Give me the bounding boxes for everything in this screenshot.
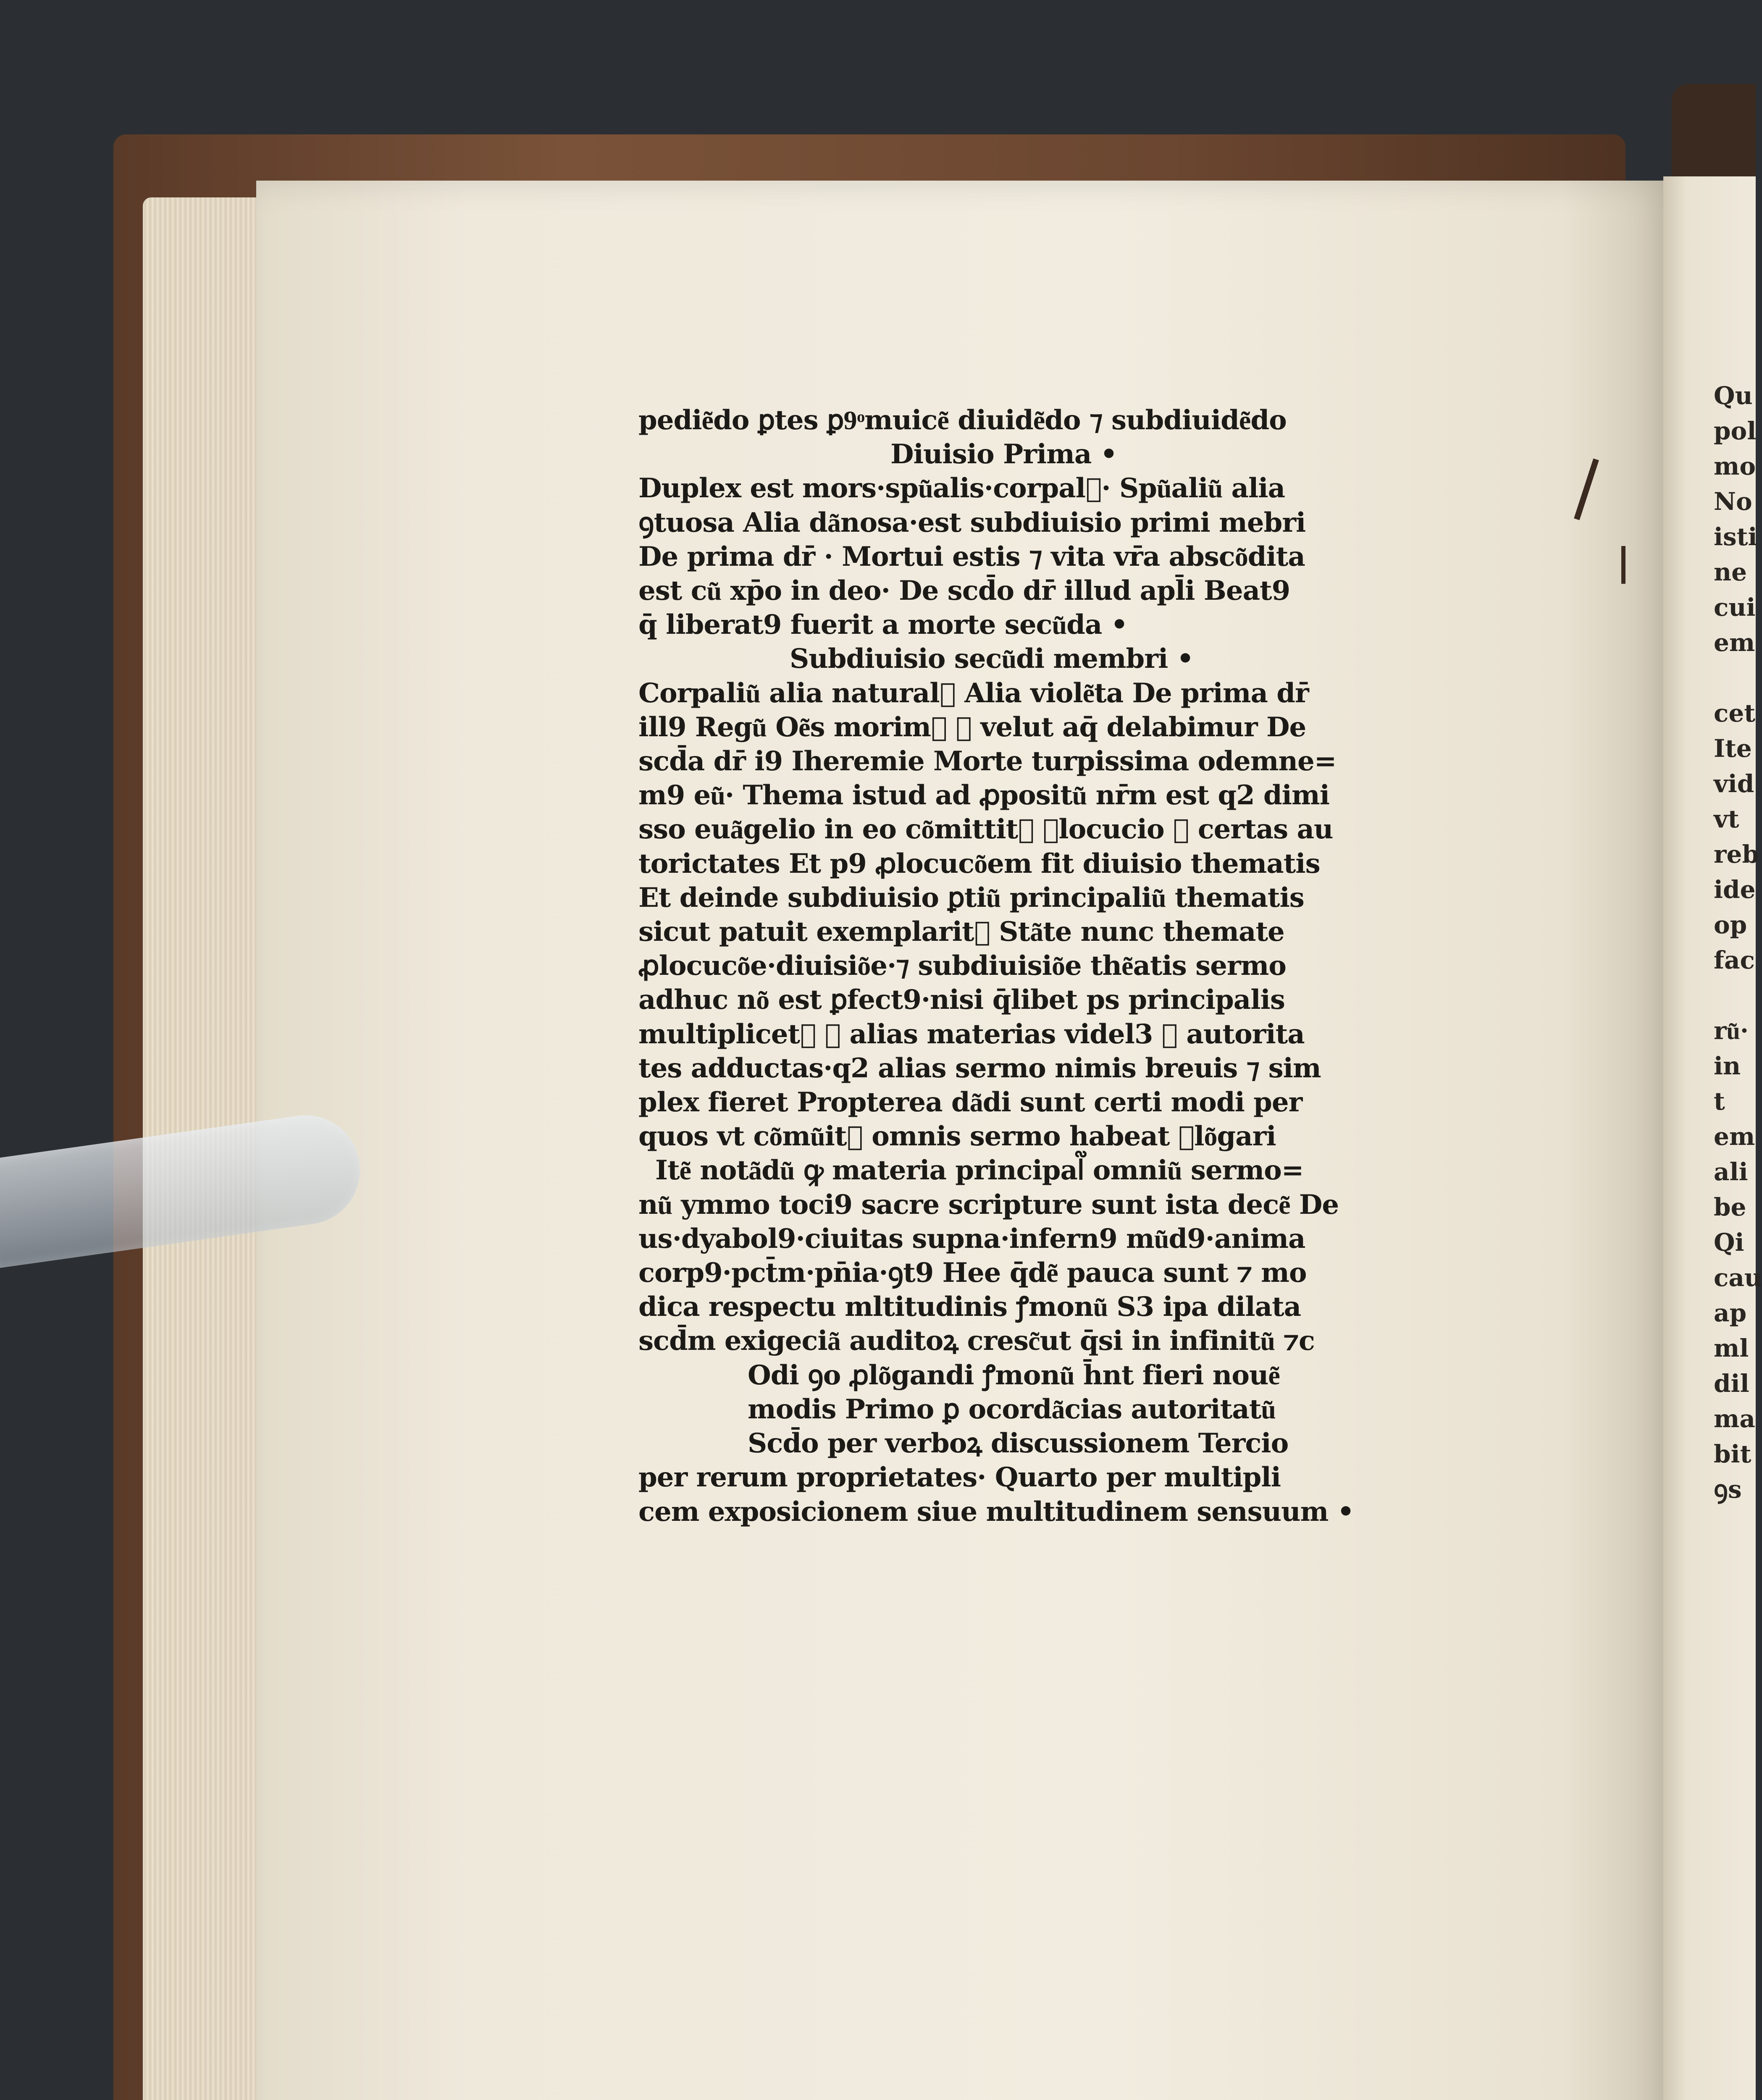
fragment: bit [1714, 1440, 1751, 1468]
fragment: cau [1714, 1263, 1762, 1292]
fragment: op [1714, 911, 1747, 939]
text-line: m9 eu͂· Thema istud ad ꝓpositu͂ nr̄m est q2 dimi [638, 780, 1329, 811]
fragment: ru͂· [1714, 1016, 1749, 1045]
fragment: ml [1714, 1334, 1749, 1362]
text-line: ꝯtuosa Alia da͂nosa·est subdiuisio primi mebri [638, 507, 1306, 538]
fragment: em [1714, 1122, 1755, 1151]
text-line: Duplex est mors·spu͂alis·corpal᷑· Spu͂aliu͂ alia [638, 472, 1285, 504]
text-line: per rerum proprietates· Quarto per multipli [638, 1462, 1281, 1494]
fragment: Qu [1714, 381, 1753, 410]
fragment: be [1714, 1193, 1746, 1221]
fragment: Ite [1714, 734, 1752, 763]
fragment: Qi [1714, 1228, 1744, 1257]
fragment: mo [1714, 452, 1756, 480]
text-block [638, 403, 1470, 1529]
fragment: ma [1714, 1404, 1755, 1433]
text-line: dica respectu mltitudinis ꝭmonu͂ S3 ipa dilata [638, 1291, 1301, 1323]
text-line: pedie͂do ꝑtes ꝑ9ͦmuice͂ diuide͂do ⁊ subdiuide͂do [638, 404, 1287, 436]
binding-thread [1621, 546, 1625, 584]
fragment: dil [1714, 1369, 1749, 1398]
fragment [1714, 660, 1756, 696]
text-line: torictates Et p9 ꝓlocuco͂em fit diuisio thematis [638, 848, 1320, 879]
text-line: plex fieret Propterea da͂di sunt certi modi per [638, 1087, 1302, 1118]
fragment: No [1714, 487, 1752, 516]
text-line: scd̄a dr̄ i9 Iheremie Morte turpissima odemne= [638, 746, 1337, 777]
text-line: q̄ liberat9 fuerit a morte secu͂da • [638, 609, 1128, 641]
text-line: Corpaliu͂ alia natural᷑ Alia viole͂ta De prima dr̄ [638, 677, 1309, 709]
fragment: pol [1714, 417, 1757, 445]
text-line: Ite͂ nota͂du͂ ꝙ materia principal᷑ omniu͂ sermo= [655, 1155, 1304, 1186]
fragment: ꝯs [1714, 1475, 1742, 1504]
fragment: ne [1714, 558, 1747, 586]
fragment: in t [1714, 1052, 1741, 1116]
fragment: cui [1714, 593, 1756, 622]
text-line: adhuc no͂ est ꝑfect9·nisi q̄libet ps principalis [638, 984, 1285, 1016]
text-line: corp9·pct̄m·pn̄ia·ꝯt9 Hee q̄de͂ pauca sunt ⁊ mo [638, 1257, 1307, 1289]
fragment: ap [1714, 1299, 1747, 1327]
fragment: vid [1714, 769, 1754, 798]
text-line: modis Primo ꝑ ocorda͂cias autoritatu͂ [748, 1393, 1276, 1425]
section-heading: Diuisio Prima • [890, 438, 1117, 470]
fragment: ali [1714, 1158, 1748, 1186]
text-line: sicut patuit exemplarit᷑ Sta͂te nunc themate [638, 916, 1284, 948]
text-line: Odi ꝯo ꝓlo͂gandi ꝭmonu͂ h̄nt fieri noue͂ [748, 1359, 1280, 1391]
section-heading: Subdiuisio secu͂di membri • [790, 643, 1194, 675]
right-page-fragments [1714, 378, 1762, 1507]
fragment: fac [1714, 946, 1755, 974]
fragment: vt [1714, 805, 1739, 833]
fragment: reb [1714, 840, 1759, 869]
fragment: ide [1714, 875, 1756, 904]
fragment [1714, 978, 1756, 1013]
text-line: est cu͂ xp̄o in deo· De scd̄o dr̄ illud apl̄i Beat9 [638, 575, 1290, 607]
fragment: cet [1714, 699, 1756, 727]
text-line: scd̄m exigecia͂ auditoꝝ cresc͂ut q̄si in infinitu͂ ⁊c [638, 1325, 1315, 1357]
fragment: isti [1714, 522, 1757, 551]
text-line: De prima dr̄ · Mortui estis ⁊ vita vr̄a absco͂dita [638, 541, 1305, 572]
text-line: tes adductas·q2 alias sermo nimis breuis ⁊ sim [638, 1052, 1321, 1084]
text-line: ill9 Regu͂ Oe͂s morim᷑ ⁊ velut aq̄ delabimur De [638, 711, 1306, 743]
text-line: Scd̄o per verboꝝ discussionem Tercio [748, 1428, 1289, 1460]
text-line: ꝓlocuco͂e·diuisio͂e·⁊ subdiuisio͂e the͂atis sermo [638, 950, 1286, 982]
text-line: quos vt co͂mu͂it᷑ omnis sermo habeat ꝓlo͂gari [638, 1121, 1276, 1152]
fragment: em [1714, 628, 1755, 657]
text-line: multiplicet᷑ ꝑ alias materias videl3 ꝑ autorita [638, 1018, 1305, 1050]
text-line: us·dyabol9·ciuitas supna·infern9 mu͂d9·anima [638, 1223, 1305, 1255]
text-line: sso eua͂gelio in eo co͂mittit᷑ ꝓlocucio ꝑ certas au [638, 814, 1333, 845]
text-line: Et deinde subdiuisio ꝑtiu͂ principaliu͂ thematis [638, 882, 1304, 914]
text-line: cem exposicionem siue multitudinem sensuum • [638, 1496, 1354, 1528]
text-line: nu͂ ymmo toci9 sacre scripture sunt ista dece͂ De [638, 1189, 1339, 1221]
